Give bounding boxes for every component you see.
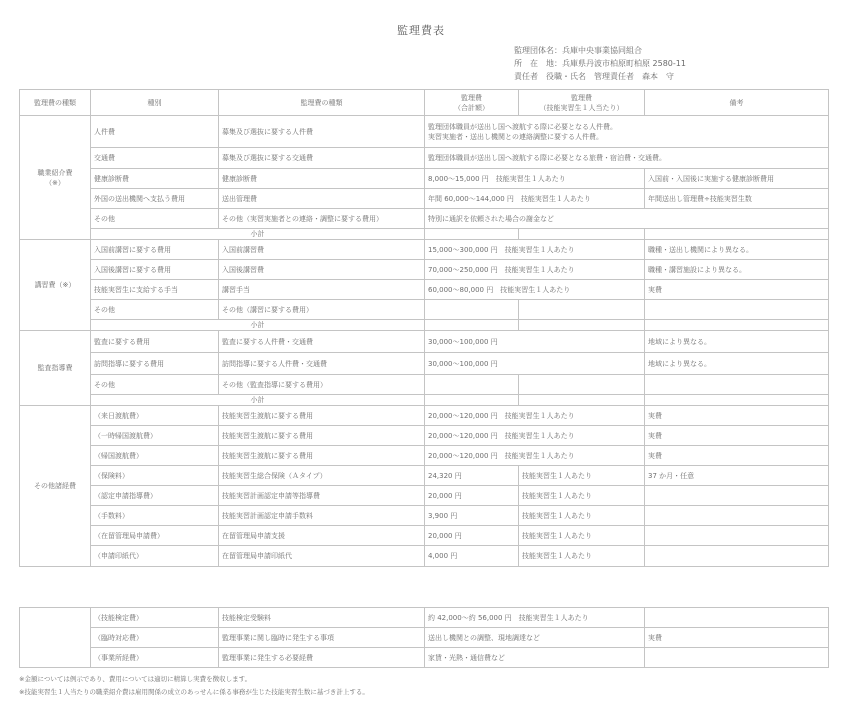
row-kind: その他（監査指導に要する費用） (219, 375, 425, 395)
page-title: 監理費表 (397, 24, 445, 37)
row-amount: 約 42,000～約 56,000 円 技能実習生１人あたり (425, 608, 645, 628)
row-amount: 20,000～120,000 円 技能実習生１人あたり (425, 446, 645, 466)
row-note (645, 526, 829, 546)
table-row (20, 209, 829, 229)
table-row (20, 486, 829, 506)
row-type: （保険料） (91, 466, 219, 486)
row-amount: 30,000～100,000 円 (425, 331, 645, 353)
subtotal-label: 小計 (91, 395, 425, 406)
header-remarks: 備考 (645, 90, 829, 116)
row-amount: 15,000～300,000 円 技能実習生１人あたり (425, 240, 645, 260)
table-row (20, 628, 829, 648)
table-header (20, 90, 829, 116)
row-note (645, 300, 829, 320)
header-fee-type: 監理費の種類 (20, 90, 91, 116)
row-amount: 3,900 円 (425, 506, 519, 526)
row-kind: 健康診断費 (219, 169, 425, 189)
row-per: 技能実習生１人あたり (519, 546, 645, 567)
row-type: 入国後講習に要する費用 (91, 260, 219, 280)
row-type: その他 (91, 300, 219, 320)
table-row (20, 240, 829, 260)
row-kind: 募集及び選抜に要する人件費 (219, 116, 425, 148)
section-label-other: その他諸経費 (20, 406, 91, 567)
row-kind: 入国前講習費 (219, 240, 425, 260)
row-type: （来日渡航費） (91, 406, 219, 426)
row-note: 実費 (645, 426, 829, 446)
row-kind: 技能実習計画認定申請等指導費 (219, 486, 425, 506)
section-label-kansa: 監査指導費 (20, 331, 91, 406)
subtotal-row (20, 229, 829, 240)
subtotal-note (645, 395, 829, 406)
row-note: 実費 (645, 628, 829, 648)
row-type: 監査に要する費用 (91, 331, 219, 353)
subtotal-row (20, 320, 829, 331)
row-note: 職種・送出し機関により異なる。 (645, 240, 829, 260)
row-per: 技能実習生１人あたり (519, 506, 645, 526)
row-note: 37 か月・任意 (645, 466, 829, 486)
row-note (645, 486, 829, 506)
row-amount: 20,000 円 (425, 526, 519, 546)
row-kind: 監査に要する人件費・交通費 (219, 331, 425, 353)
table-row (20, 300, 829, 320)
subtotal-total (425, 229, 519, 240)
row-note: 実費 (645, 446, 829, 466)
row-note: 地域により異なる。 (645, 331, 829, 353)
table-row (20, 260, 829, 280)
row-kind: その他（講習に要する費用） (219, 300, 425, 320)
table-row (20, 426, 829, 446)
fee-table (19, 89, 829, 567)
row-kind: 在留管理局申請支援 (219, 526, 425, 546)
row-type: （認定申請指導費） (91, 486, 219, 506)
row-kind: 入国後講習費 (219, 260, 425, 280)
row-amount: 70,000～250,000 円 技能実習生１人あたり (425, 260, 645, 280)
row-note (645, 506, 829, 526)
row-note (645, 375, 829, 395)
table-row (20, 148, 829, 169)
row-type: 技能実習生に支給する手当 (91, 280, 219, 300)
row-type: （帰国渡航費） (91, 446, 219, 466)
row-amount: 20,000～120,000 円 技能実習生１人あたり (425, 426, 645, 446)
row-kind: 監理事業に発生する必要経費 (219, 648, 425, 668)
row-type: （一時帰国渡航費） (91, 426, 219, 446)
subtotal-per (519, 320, 645, 331)
row-kind: その他（実習実施者との連絡・調整に要する費用） (219, 209, 425, 229)
row-note: 入国前・入国後に実施する健康診断費用 (645, 169, 829, 189)
header-per-trainee: 監理費 （技能実習生１人当たり） (519, 90, 645, 116)
org-name: 監理団体名：兵庫中央事業協同組合 (514, 46, 642, 55)
table-row (20, 116, 829, 148)
row-per: 技能実習生１人あたり (519, 486, 645, 506)
org-address: 所 在 地：兵庫県丹波市柏原町柏原 2580-11 (514, 59, 686, 68)
row-kind: 技能実習生渡航に要する費用 (219, 406, 425, 426)
row-type: 人件費 (91, 116, 219, 148)
footnote: ※金額については例示であり、費用については適切に精算し実費を徴収します。 (19, 675, 252, 683)
row-amount: 20,000～120,000 円 技能実習生１人あたり (425, 406, 645, 426)
row-type: （臨時対応費） (91, 628, 219, 648)
table-row (20, 375, 829, 395)
row-kind: 講習手当 (219, 280, 425, 300)
table-row (20, 353, 829, 375)
row-amount: 特別に通訳を依頼された場合の謝金など (425, 209, 829, 229)
row-type: その他 (91, 209, 219, 229)
row-per: 技能実習生１人あたり (519, 526, 645, 546)
row-amount: 監理団体職員が送出し国へ渡航する際に必要となる旅費・宿泊費・交通費。 (425, 148, 829, 169)
row-type: 外国の送出機関へ支払う費用 (91, 189, 219, 209)
row-type: 健康診断費 (91, 169, 219, 189)
subtotal-label: 小計 (91, 229, 425, 240)
responsible-person: 責任者 役職・氏名 管理責任者 森本 守 (514, 72, 674, 81)
row-kind: 送出管理費 (219, 189, 425, 209)
row-amount: 30,000～100,000 円 (425, 353, 645, 375)
row-amount: 監理団体職員が送出し国へ渡航する際に必要となる人件費。 実習実施者・送出し機関との連絡調整に要する人件費。 (425, 116, 829, 148)
subtotal-per (519, 395, 645, 406)
extra-blank-cell (20, 608, 91, 668)
subtotal-row (20, 395, 829, 406)
row-type: 交通費 (91, 148, 219, 169)
table-row (20, 331, 829, 353)
subtotal-note (645, 320, 829, 331)
header-total: 監理費 （合計額） (425, 90, 519, 116)
row-type: （技能検定費） (91, 608, 219, 628)
row-kind: 監理事業に関し臨時に発生する事項 (219, 628, 425, 648)
row-amount (425, 300, 519, 320)
footnote: ※技能実習生１人当たりの職業紹介費は雇用関係の成立のあっせんに係る事務が生じた技能実習生数に基づき計上する。 (19, 688, 369, 696)
table-row (20, 608, 829, 628)
table-row (20, 648, 829, 668)
row-amount: 8,000～15,000 円 技能実習生１人あたり (425, 169, 645, 189)
row-amount: 家賃・光熱・通信費など (425, 648, 645, 668)
row-amount: 24,320 円 (425, 466, 519, 486)
row-type: 訪問指導に要する費用 (91, 353, 219, 375)
subtotal-per (519, 229, 645, 240)
subtotal-label: 小計 (91, 320, 425, 331)
row-amount: 送出し機関との調整、現地調達など (425, 628, 645, 648)
section-label-koshu: 講習費（※） (20, 240, 91, 331)
row-amount: 年間 60,000～144,000 円 技能実習生１人あたり (425, 189, 645, 209)
row-type: （事業所経費） (91, 648, 219, 668)
row-note (645, 546, 829, 567)
table-row (20, 446, 829, 466)
row-per (519, 375, 645, 395)
row-type: （手数料） (91, 506, 219, 526)
row-kind: 技能検定受験料 (219, 608, 425, 628)
table-row (20, 546, 829, 567)
table-row (20, 280, 829, 300)
table-row (20, 406, 829, 426)
row-note: 実費 (645, 280, 829, 300)
extra-fee-table (19, 607, 829, 668)
row-kind: 技能実習生渡航に要する費用 (219, 446, 425, 466)
subtotal-total (425, 320, 519, 331)
row-kind: 技能実習生渡航に要する費用 (219, 426, 425, 446)
row-amount: 20,000 円 (425, 486, 519, 506)
row-kind: 募集及び選抜に要する交通費 (219, 148, 425, 169)
row-kind: 在留管理局申請印紙代 (219, 546, 425, 567)
row-type: その他 (91, 375, 219, 395)
row-kind: 技能実習計画認定申請手数料 (219, 506, 425, 526)
table-row (20, 466, 829, 486)
header-fee-kind: 監理費の種類 (219, 90, 425, 116)
row-per (519, 300, 645, 320)
row-note (645, 608, 829, 628)
row-amount: 60,000～80,000 円 技能実習生１人あたり (425, 280, 645, 300)
row-kind: 技能実習生総合保険（Ａタイプ） (219, 466, 425, 486)
row-type: （在留管理局申請費） (91, 526, 219, 546)
subtotal-note (645, 229, 829, 240)
row-amount: 4,000 円 (425, 546, 519, 567)
row-kind: 訪問指導に要する人件費・交通費 (219, 353, 425, 375)
row-note (645, 648, 829, 668)
row-note: 職種・講習施設により異なる。 (645, 260, 829, 280)
header-category: 種別 (91, 90, 219, 116)
table-row (20, 526, 829, 546)
table-row (20, 189, 829, 209)
row-note: 年間送出し管理費÷技能実習生数 (645, 189, 829, 209)
table-row (20, 169, 829, 189)
subtotal-total (425, 395, 519, 406)
row-note: 実費 (645, 406, 829, 426)
table-row (20, 506, 829, 526)
row-type: 入国前講習に要する費用 (91, 240, 219, 260)
row-per: 技能実習生１人あたり (519, 466, 645, 486)
row-amount (425, 375, 519, 395)
row-type: （申請印紙代） (91, 546, 219, 567)
section-label-shokai: 職業紹介費 （※） (20, 116, 91, 240)
row-note: 地域により異なる。 (645, 353, 829, 375)
